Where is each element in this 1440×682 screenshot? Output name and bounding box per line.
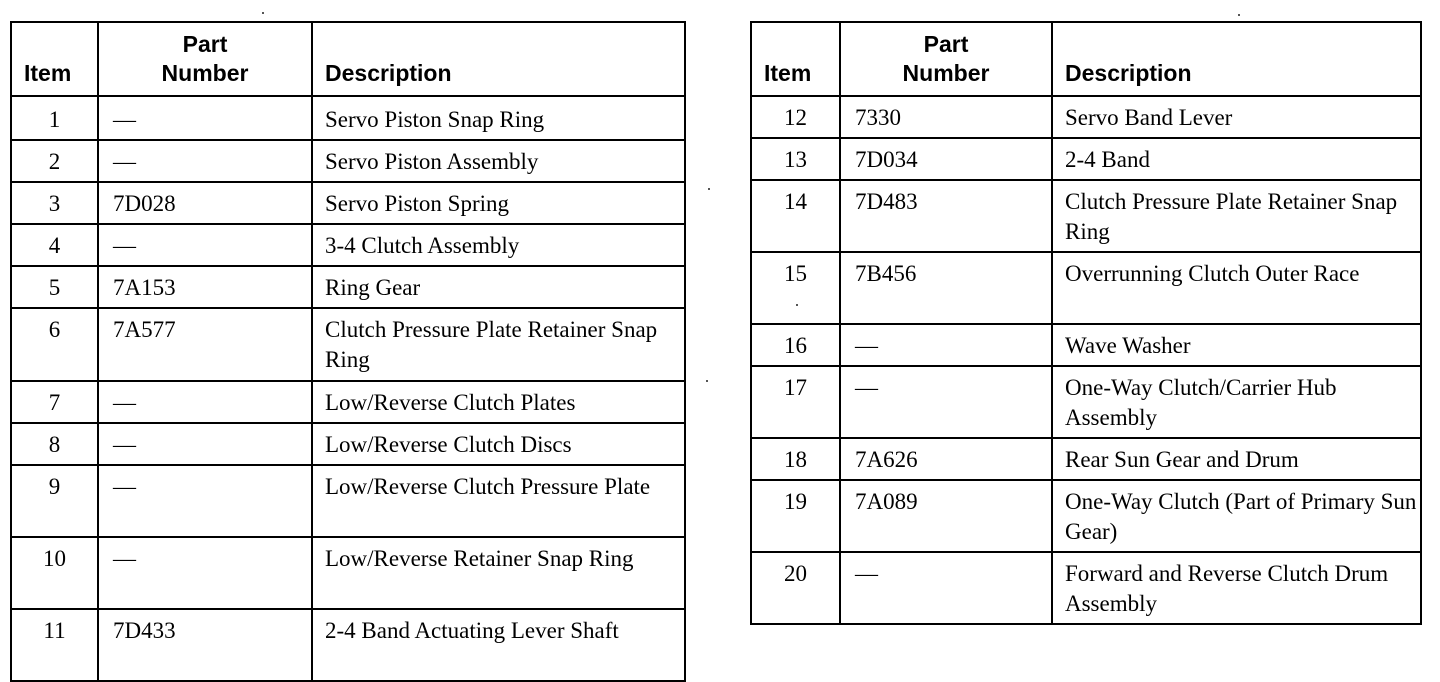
cell-description: Forward and Reverse Clutch Drum Assembly [1052,552,1421,624]
header-item: Item [751,22,840,96]
cell-description: One-Way Clutch (Part of Primary Sun Gear) [1052,480,1421,552]
table-row [751,552,1421,624]
cell-part-number: 7D028 [98,182,312,224]
cell-part-number: 7A153 [98,266,312,308]
cell-description: 2-4 Band Actuating Lever Shaft [312,609,685,681]
cell-description: Low/Reverse Retainer Snap Ring [312,537,685,609]
cell-description: Low/Reverse Clutch Discs [312,423,685,465]
table-row [751,96,1421,138]
cell-item: 18 [751,438,840,480]
cell-part-number: — [98,381,312,423]
cell-item: 16 [751,324,840,366]
header-description: Description [312,22,685,96]
cell-part-number: — [98,96,312,140]
cell-part-number: — [98,423,312,465]
cell-description: Clutch Pressure Plate Retainer Snap Ring [1052,180,1421,252]
cell-description: Servo Piston Spring [312,182,685,224]
cell-description: 2-4 Band [1052,138,1421,180]
table-row [751,138,1421,180]
header-part-number [840,22,1052,96]
cell-description: Overrunning Clutch Outer Race [1052,252,1421,324]
table-row [11,308,685,381]
cell-description: Wave Washer [1052,324,1421,366]
cell-item: 11 [11,609,98,681]
cell-part-number: 7A626 [840,438,1052,480]
cell-part-number: 7D483 [840,180,1052,252]
cell-item: 6 [11,308,98,381]
table-row [11,423,685,465]
table-row [751,252,1421,324]
cell-item: 2 [11,140,98,182]
header-part-line1: Part [182,31,228,57]
parts-table-left [10,21,686,682]
table-row [751,438,1421,480]
cell-item: 13 [751,138,840,180]
cell-description: Low/Reverse Clutch Plates [312,381,685,423]
table-row [11,96,685,140]
table-row [11,609,685,681]
cell-description: Servo Piston Assembly [312,140,685,182]
table-header-row [751,22,1421,96]
cell-description: Rear Sun Gear and Drum [1052,438,1421,480]
cell-item: 10 [11,537,98,609]
table-row [11,266,685,308]
cell-description: 3-4 Clutch Assembly [312,224,685,266]
cell-item: 9 [11,465,98,537]
cell-item: 1 [11,96,98,140]
cell-item: 4 [11,224,98,266]
cell-description: Servo Band Lever [1052,96,1421,138]
cell-item: 7 [11,381,98,423]
scan-speck [262,12,264,14]
cell-part-number: — [98,224,312,266]
table-row [11,140,685,182]
cell-description: Ring Gear [312,266,685,308]
cell-description: Low/Reverse Clutch Pressure Plate [312,465,685,537]
table-row [11,224,685,266]
cell-item: 15 [751,252,840,324]
cell-description: Clutch Pressure Plate Retainer Snap Ring [312,308,685,381]
table-row [751,480,1421,552]
scan-speck [1238,14,1240,16]
cell-item: 19 [751,480,840,552]
cell-item: 12 [751,96,840,138]
scan-speck [708,188,710,190]
cell-item: 8 [11,423,98,465]
table-row [751,180,1421,252]
cell-part-number: 7B456 [840,252,1052,324]
scan-speck [796,304,798,306]
cell-item: 14 [751,180,840,252]
cell-part-number: — [840,324,1052,366]
cell-part-number: 7D433 [98,609,312,681]
header-description: Description [1052,22,1421,96]
cell-part-number: — [840,552,1052,624]
parts-table-right [750,21,1422,625]
cell-part-number: — [98,465,312,537]
cell-part-number: 7A089 [840,480,1052,552]
table-row [11,381,685,423]
header-part-line2: Number [161,60,249,86]
cell-part-number: 7A577 [98,308,312,381]
cell-item: 20 [751,552,840,624]
header-part-line2: Number [902,60,990,86]
cell-part-number: 7D034 [840,138,1052,180]
header-item: Item [11,22,98,96]
header-part-number [98,22,312,96]
table-row [11,182,685,224]
scan-speck [706,380,708,382]
header-part-line1: Part [923,31,969,57]
cell-part-number: — [98,537,312,609]
cell-part-number: — [840,366,1052,438]
cell-item: 3 [11,182,98,224]
cell-description: One-Way Clutch/Carrier Hub Assembly [1052,366,1421,438]
cell-part-number: 7330 [840,96,1052,138]
table-row [11,465,685,537]
cell-description: Servo Piston Snap Ring [312,96,685,140]
cell-part-number: — [98,140,312,182]
table-row [751,366,1421,438]
table-row [751,324,1421,366]
cell-item: 17 [751,366,840,438]
table-header-row [11,22,685,96]
table-row [11,537,685,609]
cell-item: 5 [11,266,98,308]
